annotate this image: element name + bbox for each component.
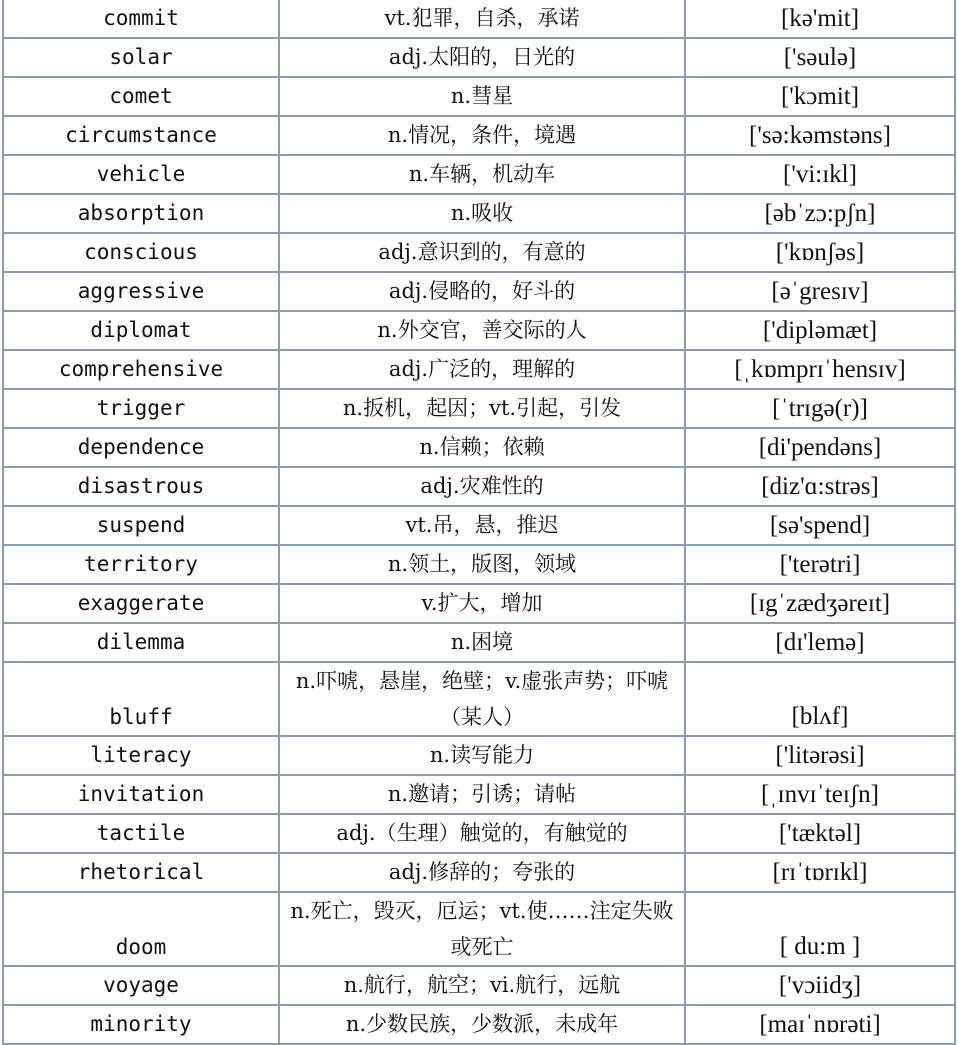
table-row bbox=[3, 428, 955, 467]
meaning-cell: n.邀请；引诱；请帖 bbox=[279, 775, 685, 814]
meaning-cell: vt.吊，悬，推迟 bbox=[279, 506, 685, 545]
vocabulary-table-body bbox=[3, 0, 955, 1044]
phonetic-cell: ['tæktəl] bbox=[685, 814, 955, 853]
word-cell: conscious bbox=[3, 233, 279, 272]
phonetic-cell: [diz'ɑ:strəs] bbox=[685, 467, 955, 506]
meaning-cell: adj.侵略的，好斗的 bbox=[279, 272, 685, 311]
word-cell: disastrous bbox=[3, 467, 279, 506]
meaning-cell: n.情况，条件，境遇 bbox=[279, 116, 685, 155]
phonetic-cell: [ du:m ] bbox=[685, 892, 955, 966]
word-cell: comet bbox=[3, 77, 279, 116]
phonetic-cell: ['vi:ɪkl] bbox=[685, 155, 955, 194]
vocabulary-table bbox=[2, 0, 956, 1045]
word-cell: territory bbox=[3, 545, 279, 584]
table-row bbox=[3, 467, 955, 506]
phonetic-cell: [ˌkɒmprɪˈhensɪv] bbox=[685, 350, 955, 389]
meaning-cell: adj.灾难性的 bbox=[279, 467, 685, 506]
phonetic-cell: [kə'mit] bbox=[685, 0, 955, 38]
phonetic-cell: [maɪˈnɒrəti] bbox=[685, 1005, 955, 1044]
word-cell: doom bbox=[3, 892, 279, 966]
meaning-cell: n.车辆，机动车 bbox=[279, 155, 685, 194]
table-row bbox=[3, 0, 955, 38]
meaning-cell: adj.修辞的；夸张的 bbox=[279, 853, 685, 892]
meaning-cell: n.扳机，起因；vt.引起，引发 bbox=[279, 389, 685, 428]
meaning-cell: n.死亡，毁灭，厄运；vt.使……注定失败或死亡 bbox=[279, 892, 685, 966]
table-row bbox=[3, 853, 955, 892]
phonetic-cell: [sə'spend] bbox=[685, 506, 955, 545]
table-row bbox=[3, 966, 955, 1005]
phonetic-cell: [di'pendəns] bbox=[685, 428, 955, 467]
meaning-cell: n.吸收 bbox=[279, 194, 685, 233]
word-cell: voyage bbox=[3, 966, 279, 1005]
meaning-cell: v.扩大，增加 bbox=[279, 584, 685, 623]
table-row bbox=[3, 311, 955, 350]
phonetic-cell: [blʌf] bbox=[685, 662, 955, 736]
word-cell: exaggerate bbox=[3, 584, 279, 623]
meaning-cell: n.读写能力 bbox=[279, 736, 685, 775]
meaning-cell: vt.犯罪，自杀，承诺 bbox=[279, 0, 685, 38]
phonetic-cell: ['dipləmæt] bbox=[685, 311, 955, 350]
table-row bbox=[3, 389, 955, 428]
phonetic-cell: ['vɔiidʒ] bbox=[685, 966, 955, 1005]
table-row bbox=[3, 1005, 955, 1044]
table-row bbox=[3, 38, 955, 77]
word-cell: aggressive bbox=[3, 272, 279, 311]
word-cell: invitation bbox=[3, 775, 279, 814]
word-cell: commit bbox=[3, 0, 279, 38]
phonetic-cell: [əbˈzɔ:pʃn] bbox=[685, 194, 955, 233]
meaning-cell: n.航行，航空；vi.航行，远航 bbox=[279, 966, 685, 1005]
table-row bbox=[3, 736, 955, 775]
table-row bbox=[3, 350, 955, 389]
word-cell: bluff bbox=[3, 662, 279, 736]
phonetic-cell: [ˈtrɪgə(r)] bbox=[685, 389, 955, 428]
word-cell: vehicle bbox=[3, 155, 279, 194]
phonetic-cell: [ɪgˈzædʒəreɪt] bbox=[685, 584, 955, 623]
word-cell: trigger bbox=[3, 389, 279, 428]
table-row bbox=[3, 775, 955, 814]
phonetic-cell: [əˈgresɪv] bbox=[685, 272, 955, 311]
phonetic-cell: [rɪˈtɒrɪkl] bbox=[685, 853, 955, 892]
word-cell: dilemma bbox=[3, 623, 279, 662]
phonetic-cell: ['kɔmit] bbox=[685, 77, 955, 116]
word-cell: suspend bbox=[3, 506, 279, 545]
meaning-cell: n.彗星 bbox=[279, 77, 685, 116]
phonetic-cell: ['kɒnʃəs] bbox=[685, 233, 955, 272]
table-row bbox=[3, 506, 955, 545]
table-row bbox=[3, 584, 955, 623]
table-row bbox=[3, 116, 955, 155]
phonetic-cell: ['terətri] bbox=[685, 545, 955, 584]
meaning-cell: adj.太阳的，日光的 bbox=[279, 38, 685, 77]
word-cell: literacy bbox=[3, 736, 279, 775]
word-cell: diplomat bbox=[3, 311, 279, 350]
table-row bbox=[3, 814, 955, 853]
phonetic-cell: ['səulə] bbox=[685, 38, 955, 77]
phonetic-cell: [dɪ'lemə] bbox=[685, 623, 955, 662]
meaning-cell: n.信赖；依赖 bbox=[279, 428, 685, 467]
phonetic-cell: ['sə:kəmstəns] bbox=[685, 116, 955, 155]
table-row bbox=[3, 272, 955, 311]
meaning-cell: adj.意识到的，有意的 bbox=[279, 233, 685, 272]
word-cell: minority bbox=[3, 1005, 279, 1044]
meaning-cell: adj.广泛的，理解的 bbox=[279, 350, 685, 389]
table-row bbox=[3, 623, 955, 662]
phonetic-cell: [ˌɪnvɪˈteɪʃn] bbox=[685, 775, 955, 814]
word-cell: comprehensive bbox=[3, 350, 279, 389]
phonetic-cell: ['litərəsi] bbox=[685, 736, 955, 775]
word-cell: circumstance bbox=[3, 116, 279, 155]
table-row bbox=[3, 77, 955, 116]
table-row bbox=[3, 892, 955, 966]
word-cell: tactile bbox=[3, 814, 279, 853]
word-cell: dependence bbox=[3, 428, 279, 467]
table-row bbox=[3, 194, 955, 233]
meaning-cell: n.领土，版图，领域 bbox=[279, 545, 685, 584]
table-row bbox=[3, 662, 955, 736]
word-cell: rhetorical bbox=[3, 853, 279, 892]
table-row bbox=[3, 545, 955, 584]
word-cell: absorption bbox=[3, 194, 279, 233]
meaning-cell: n.困境 bbox=[279, 623, 685, 662]
meaning-cell: n.外交官，善交际的人 bbox=[279, 311, 685, 350]
meaning-cell: n.少数民族，少数派，未成年 bbox=[279, 1005, 685, 1044]
word-cell: solar bbox=[3, 38, 279, 77]
meaning-cell: adj.（生理）触觉的，有触觉的 bbox=[279, 814, 685, 853]
table-row bbox=[3, 233, 955, 272]
table-row bbox=[3, 155, 955, 194]
meaning-cell: n.吓唬，悬崖，绝壁；v.虚张声势；吓唬（某人） bbox=[279, 662, 685, 736]
